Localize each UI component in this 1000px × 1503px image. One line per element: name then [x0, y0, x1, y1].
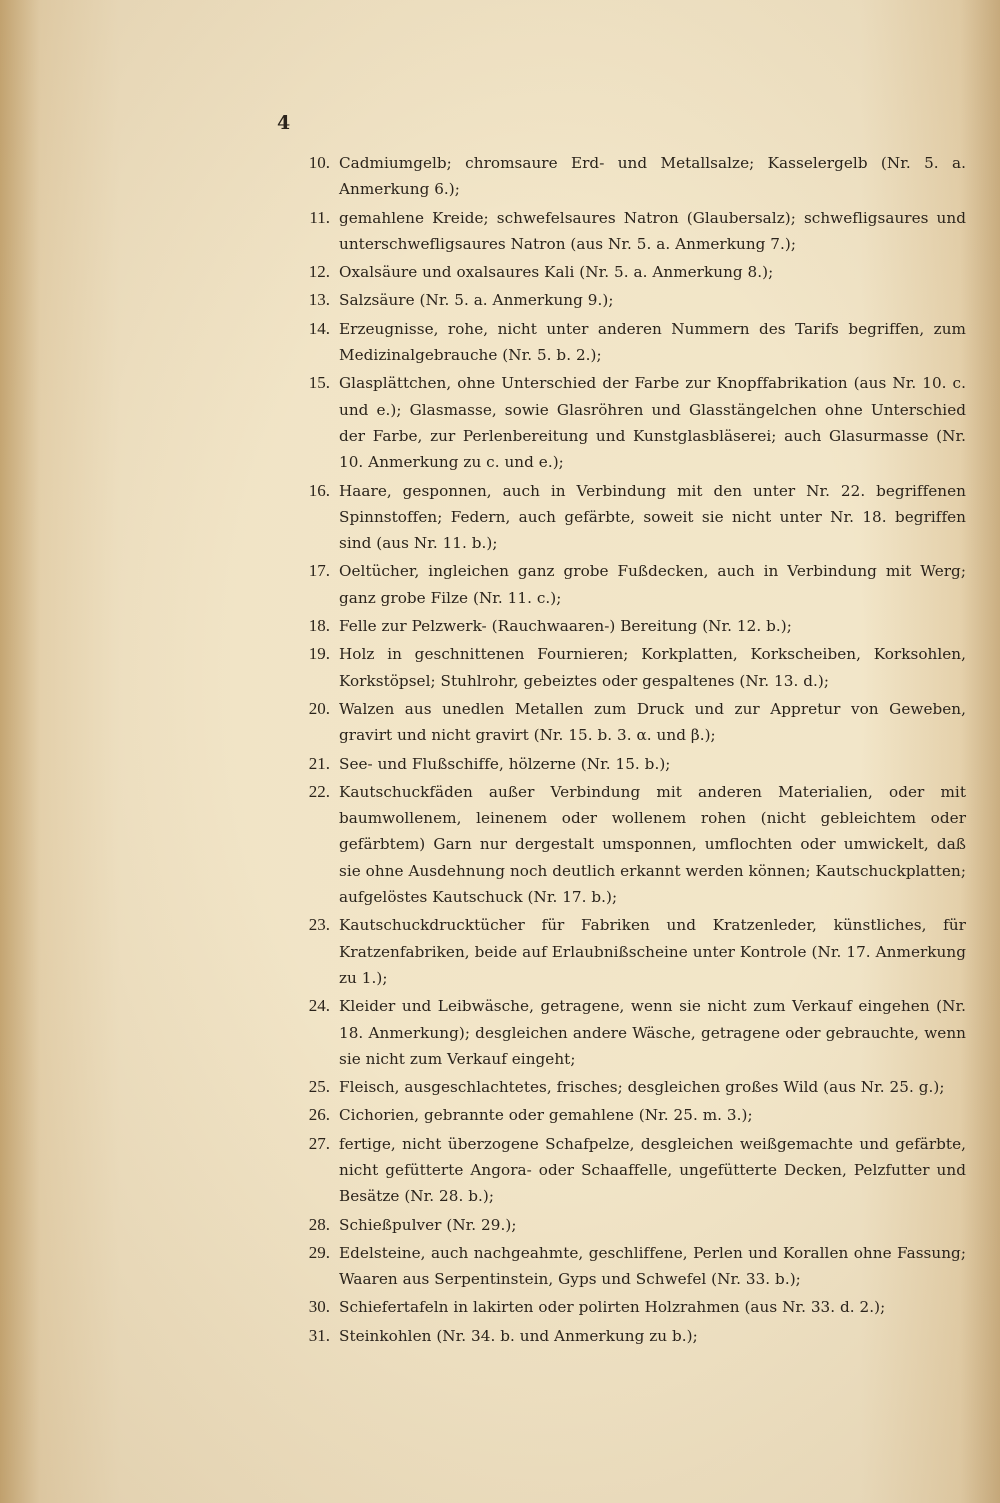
entry-number: 12. [308, 262, 330, 282]
tariff-entry-list [294, 150, 966, 1351]
entry-text: Kautschuckfäden außer Verbindung mit anderen Materialien, oder mit baumwollenem, leinenem oder wollenem rohen (nicht gebleichtem oder gefärbtem) Garn nur dergestalt umsponnen, umflochten oder umwickelt, daß sie ohne Ausdehnung noch deutlich erkannt werden können; Kautschuckplatten; aufgelöstes Kautschuck (Nr. 17. b.); [339, 782, 966, 907]
entry-text: Oeltücher, ingleichen ganz grobe Fußdecken, auch in Verbindung mit Werg; ganz grobe Filze (Nr. 11. c.); [339, 562, 966, 607]
page-number: 4 [277, 112, 291, 134]
entry-number: 10. [308, 153, 330, 172]
entry-number: 24. [308, 996, 330, 1016]
list-item [294, 1074, 966, 1100]
entry-text: Cichorien, gebrannte oder gemahlene (Nr. 25. m. 3.); [339, 1106, 753, 1125]
entry-text: Haare, gesponnen, auch in Verbindung mit den unter Nr. 22. begriffenen Spinnstoffen; Federn, auch gefärbte, soweit sie nicht unter Nr. 18. begriffen sind (aus Nr. 11. b.); [339, 481, 966, 553]
entry-number: 26. [308, 1105, 330, 1125]
entry-number: 17. [308, 561, 330, 581]
list-item [294, 558, 966, 611]
list-item [294, 1294, 966, 1320]
entry-number: 22. [308, 781, 330, 801]
list-item [294, 150, 966, 203]
entry-text: Schießpulver (Nr. 29.); [339, 1215, 517, 1234]
entry-number: 29. [308, 1242, 330, 1262]
list-item [294, 316, 966, 369]
entry-text: Glasplättchen, ohne Unterschied der Farbe zur Knopffabrikation (aus Nr. 10. c. und e.); Glasmasse, sowie Glasröhren und Glasstängelchen ohne Unterschied der Farbe, zur Perlenbereitung und Kunstglasbläserei; auch Glasurmasse (Nr. 10. Anmerkung zu c. und e.); [339, 374, 966, 472]
list-item [294, 641, 966, 694]
entry-text: Fleisch, ausgeschlachtetes, frisches; desgleichen großes Wild (aus Nr. 25. g.); [339, 1078, 945, 1097]
list-item [294, 287, 966, 313]
list-item [294, 370, 966, 475]
entry-number: 21. [308, 753, 330, 773]
entry-text: Kleider und Leibwäsche, getragene, wenn sie nicht zum Verkauf eingehen (Nr. 18. Anmerkung); desgleichen andere Wäsche, getragene oder gebrauchte, wenn sie nicht zum Verkauf eingeht; [339, 997, 966, 1068]
entry-text: Edelsteine, auch nachgeahmte, geschliffene, Perlen und Korallen ohne Fassung; Waaren aus Serpentinstein, Gyps und Schwefel (Nr. 33. b.); [339, 1243, 966, 1289]
entry-number: 14. [308, 318, 330, 338]
list-item [294, 1102, 966, 1128]
list-item [294, 205, 966, 258]
entry-number: 13. [308, 290, 330, 310]
list-item [294, 1131, 966, 1210]
entry-number: 11. [309, 207, 330, 227]
list-item [294, 1323, 966, 1349]
list-item [294, 613, 966, 639]
entry-text: fertige, nicht überzogene Schafpelze, desgleichen weißgemachte und gefärbte, nicht gefütterte Angora- oder Schaaffelle, ungefütterte Decken, Pelzfutter und Besätze (Nr. 28. b.); [339, 1134, 966, 1206]
entry-number: 30. [308, 1297, 330, 1317]
entry-number: 25. [308, 1077, 330, 1097]
entry-number: 19. [308, 644, 330, 664]
entry-text: Oxalsäure und oxalsaures Kali (Nr. 5. a. Anmerkung 8.); [339, 263, 774, 282]
list-item [294, 751, 966, 777]
list-item [294, 259, 966, 285]
entry-text: Felle zur Pelzwerk- (Rauchwaaren-) Bereitung (Nr. 12. b.); [339, 617, 792, 636]
entry-text: Cadmiumgelb; chromsaure Erd- und Metallsalze; Kasselergelb (Nr. 5. a. Anmerkung 6.); [339, 154, 966, 199]
list-item [294, 1240, 966, 1293]
entry-number: 16. [308, 480, 330, 500]
list-item [294, 1212, 966, 1238]
entry-number: 20. [308, 698, 330, 718]
entry-text: Holz in geschnittenen Fournieren; Korkplatten, Korkscheiben, Korksohlen, Korkstöpsel; Stuhlrohr, gebeiztes oder gespaltenes (Nr. 13. d.); [339, 645, 966, 690]
entry-text: Salzsäure (Nr. 5. a. Anmerkung 9.); [339, 291, 614, 310]
entry-text: See- und Flußschiffe, hölzerne (Nr. 15. b.); [339, 754, 671, 773]
list-item [294, 993, 966, 1072]
list-item [294, 478, 966, 557]
entry-text: Kautschuckdrucktücher für Fabriken und Kratzenleder, künstliches, für Kratzenfabriken, beide auf Erlaubnißscheine unter Kontrole (Nr. 17. Anmerkung zu 1.); [339, 916, 966, 987]
entry-number: 23. [308, 915, 330, 935]
entry-text: Walzen aus unedlen Metallen zum Druck und zur Appretur von Geweben, gravirt und nicht gravirt (Nr. 15. b. 3. α. und β.); [339, 699, 966, 745]
entry-number: 31. [308, 1325, 330, 1345]
list-item [294, 779, 966, 910]
list-item [294, 912, 966, 991]
entry-text: Schiefertafeln in lakirten oder polirten Holzrahmen (aus Nr. 33. d. 2.); [339, 1298, 886, 1317]
entry-text: Erzeugnisse, rohe, nicht unter anderen Nummern des Tarifs begriffen, zum Medizinalgebrauche (Nr. 5. b. 2.); [339, 319, 966, 365]
entry-number: 28. [308, 1214, 330, 1234]
entry-text: Steinkohlen (Nr. 34. b. und Anmerkung zu b.); [339, 1326, 698, 1345]
entry-number: 18. [308, 616, 330, 636]
entry-number: 15. [308, 373, 330, 393]
entry-text: gemahlene Kreide; schwefelsaures Natron (Glaubersalz); schwefligsaures und unterschwefligsaures Natron (aus Nr. 5. a. Anmerkung 7.); [339, 208, 966, 253]
list-item [294, 696, 966, 749]
entry-number: 27. [308, 1133, 330, 1153]
